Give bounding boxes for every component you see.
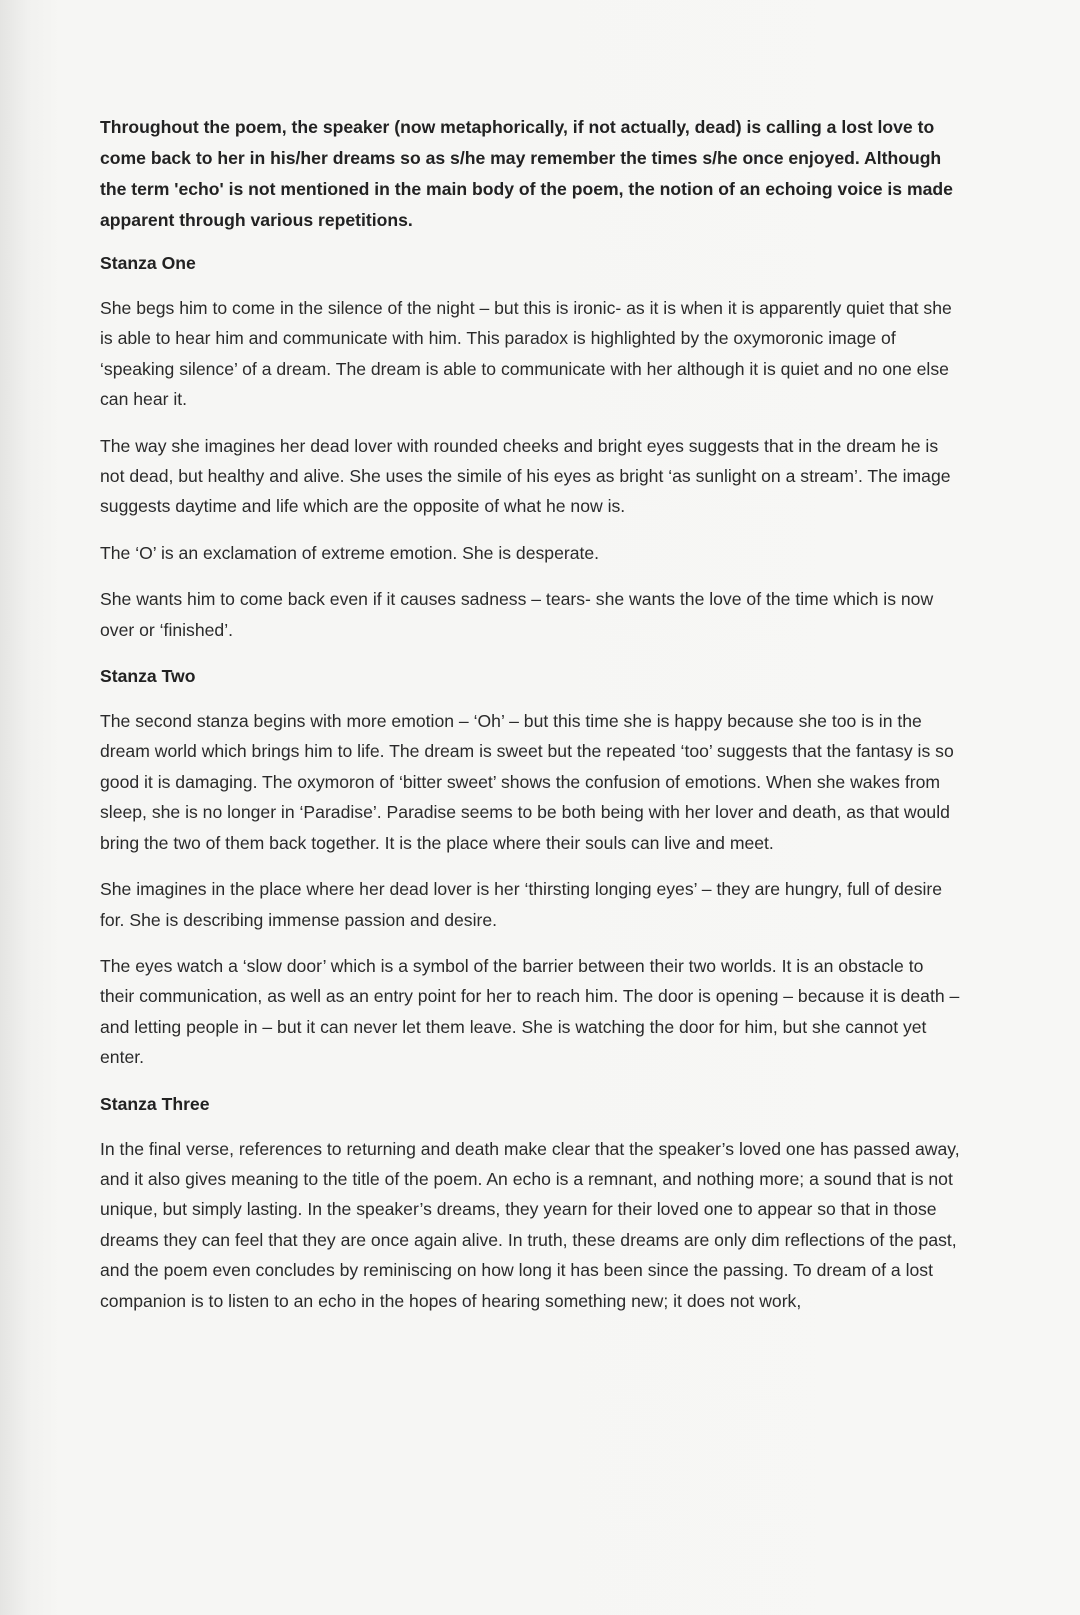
stanza-two-paragraph-1: The second stanza begins with more emotion – ‘Oh’ – but this time she is happy because she too is in the dream world which brings him to life. The dream is sweet but the repeated ‘too’ suggests that the fantasy is so good it is damaging. The oxymoron of ‘bitter sweet’ shows the confusion of emotions. When she wakes from sleep, she is no longer in ‘Paradise’. Paradise seems to be both being with her lover and death, as that would bring the two of them back together. It is the place where their souls can live and meet.: [100, 711, 954, 853]
stanza-one-paragraph-3: The ‘O’ is an exclamation of extreme emotion. She is desperate.: [100, 542, 600, 563]
stanza-one-paragraph-4: She wants him to come back even if it causes sadness – tears- she wants the love of the time which is now over or ‘finished’.: [100, 589, 934, 640]
stanza-two-paragraph-2: She imagines in the place where her dead lover is her ‘thirsting longing eyes’ – they are hungry, full of desire for. She is describing immense passion and desire.: [100, 879, 943, 930]
document-page: [100, 112, 960, 1332]
stanza-three-section: [100, 1089, 960, 1316]
stanza-two-heading: Stanza Two: [100, 666, 196, 687]
stanza-three-paragraph-1: In the final verse, references to returning and death make clear that the speaker’s loved one has passed away, and it also gives meaning to the title of the poem. An echo is a remnant, and nothing more; a sound that is not unique, but simply lasting. In the speaker’s dreams, they yearn for their loved one to appear so that in those dreams they can feel that they are once again alive. In truth, these dreams are only dim reflections of the past, and the poem even concludes by reminiscing on how long it has been since the passing. To dream of a lost companion is to listen to an echo in the hopes of hearing something new; it does not work,: [100, 1138, 960, 1311]
stanza-one-paragraph-2: The way she imagines her dead lover with rounded cheeks and bright eyes suggests that in the dream he is not dead, but healthy and alive. She uses the simile of his eyes as bright ‘as sunlight on a stream’. The image suggests daytime and life which are the opposite of what he now is.: [100, 435, 951, 517]
stanza-two-paragraph-3: The eyes watch a ‘slow door’ which is a symbol of the barrier between their two worlds. It is an obstacle to their communication, as well as an entry point for her to reach him. The door is opening – because it is death – and letting people in – but it can never let them leave. She is watching the door for him, but she cannot yet enter.: [100, 955, 960, 1068]
intro-paragraph: Throughout the poem, the speaker (now metaphorically, if not actually, dead) is calling a lost love to come back to her in his/her dreams so as s/he may remember the times s/he once enjoyed. Although the term 'echo' is not mentioned in the main body of the poem, the notion of an echoing voice is made apparent through various repetitions.: [100, 117, 953, 230]
stanza-one-heading: Stanza One: [100, 253, 196, 273]
stanza-two-section: [100, 661, 960, 1072]
stanza-one-section: [100, 248, 960, 645]
stanza-three-heading: Stanza Three: [100, 1093, 210, 1114]
stanza-one-paragraph-1: She begs him to come in the silence of the night – but this is ironic- as it is when it is apparently quiet that she is able to hear him and communicate with him. This paradox is highlighted by the oxymoronic image of ‘speaking silence’ of a dream. The dream is able to communicate with her although it is quiet and no one else can hear it.: [100, 298, 952, 410]
